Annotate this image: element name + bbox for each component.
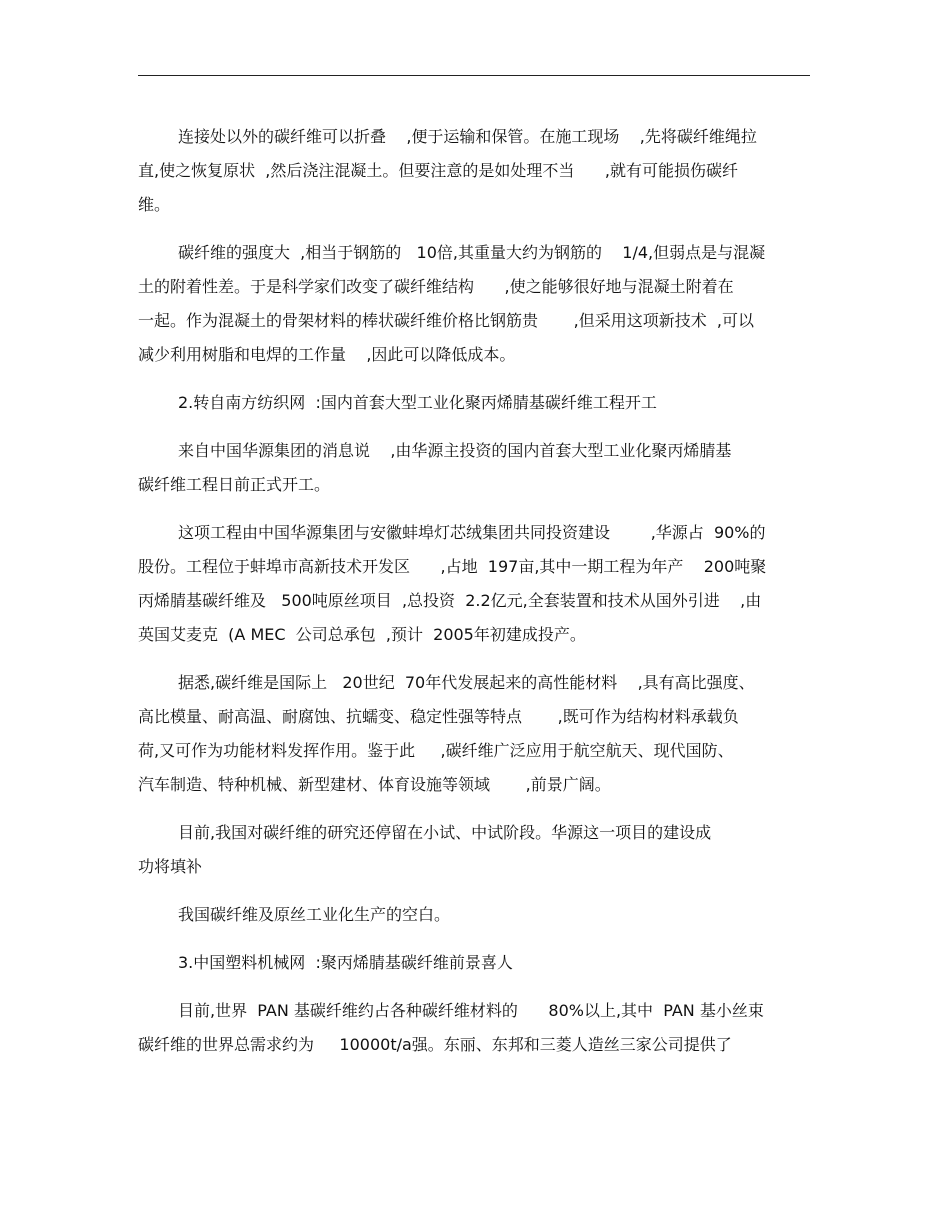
- section-heading-text: 3.中国塑料机械网 :聚丙烯腈基碳纤维前景喜人: [178, 953, 513, 972]
- paragraph: [138, 816, 810, 884]
- paragraph: [138, 994, 810, 1062]
- paragraph-line: 来自中国华源集团的消息说 ,由华源主投资的国内首套大型工业化聚丙烯腈基: [178, 441, 732, 460]
- paragraph-line: 碳纤维的强度大 ,相当于钢筋的 10倍,其重量大约为钢筋的 1/4,但弱点是与混凝: [178, 243, 766, 262]
- paragraph-line: 碳纤维工程日前正式开工。: [138, 475, 331, 494]
- section-heading-text: 2.转自南方纺织网 :国内首套大型工业化聚丙烯腈基碳纤维工程开工: [178, 393, 657, 412]
- paragraph-line: 股份。工程位于蚌埠市高新技术开发区 ,占地 197亩,其中一期工程为年产 200吨聚: [138, 557, 767, 576]
- document-body: [138, 120, 810, 1062]
- paragraph-line: 目前,世界 PAN 基碳纤维约占各种碳纤维材料的 80%以上,其中 PAN 基小丝束: [178, 1001, 764, 1020]
- paragraph-line: 直,使之恢复原状 ,然后浇注混凝土。但要注意的是如处理不当 ,就有可能损伤碳纤: [138, 161, 738, 180]
- section-heading: [138, 946, 810, 980]
- paragraph-line: 一起。作为混凝土的骨架材料的棒状碳纤维价格比钢筋贵 ,但采用这项新技术 ,可以: [138, 311, 754, 330]
- paragraph-line: 土的附着性差。于是科学家们改变了碳纤维结构 ,使之能够很好地与混凝土附着在: [138, 277, 734, 296]
- paragraph: [138, 516, 810, 652]
- paragraph-line: 荷,又可作为功能材料发挥作用。鉴于此 ,碳纤维广泛应用于航空航天、现代国防、: [138, 741, 734, 760]
- paragraph-line: 碳纤维的世界总需求约为 10000t/a强。东丽、东邦和三菱人造丝三家公司提供了: [138, 1035, 732, 1054]
- paragraph-line: 据悉,碳纤维是国际上 20世纪 70年代发展起来的高性能材料 ,具有高比强度、: [178, 673, 755, 692]
- paragraph: [138, 120, 810, 222]
- paragraph-line: 这项工程由中国华源集团与安徽蚌埠灯芯绒集团共同投资建设 ,华源占 90%的: [178, 523, 766, 542]
- paragraph: [138, 434, 810, 502]
- paragraph-line: 我国碳纤维及原丝工业化生产的空白。: [178, 905, 451, 924]
- paragraph-line: 汽车制造、特种机械、新型建材、体育设施等领域 ,前景广阔。: [138, 775, 611, 794]
- paragraph-line: 英国艾麦克 (A MEC 公司总承包 ,预计 2005年初建成投产。: [138, 625, 586, 644]
- paragraph: [138, 666, 810, 802]
- header-rule: [138, 75, 810, 76]
- paragraph-line: 丙烯腈基碳纤维及 500吨原丝项目 ,总投资 2.2亿元,全套装置和技术从国外引进 ,由: [138, 591, 762, 610]
- paragraph: [138, 236, 810, 372]
- paragraph-line: 维。: [138, 195, 171, 214]
- paragraph-line: 连接处以外的碳纤维可以折叠 ,便于运输和保管。在施工现场 ,先将碳纤维绳拉: [178, 127, 757, 146]
- paragraph-line: 目前,我国对碳纤维的研究还停留在小试、中试阶段。华源这一项目的建设成: [178, 823, 712, 842]
- paragraph: [138, 898, 810, 932]
- paragraph-line: 功将填补: [138, 857, 203, 876]
- paragraph-line: 高比模量、耐高温、耐腐蚀、抗蠕变、稳定性强等特点 ,既可作为结构材料承载负: [138, 707, 739, 726]
- section-heading: [138, 386, 810, 420]
- paragraph-line: 减少利用树脂和电焊的工作量 ,因此可以降低成本。: [138, 345, 516, 364]
